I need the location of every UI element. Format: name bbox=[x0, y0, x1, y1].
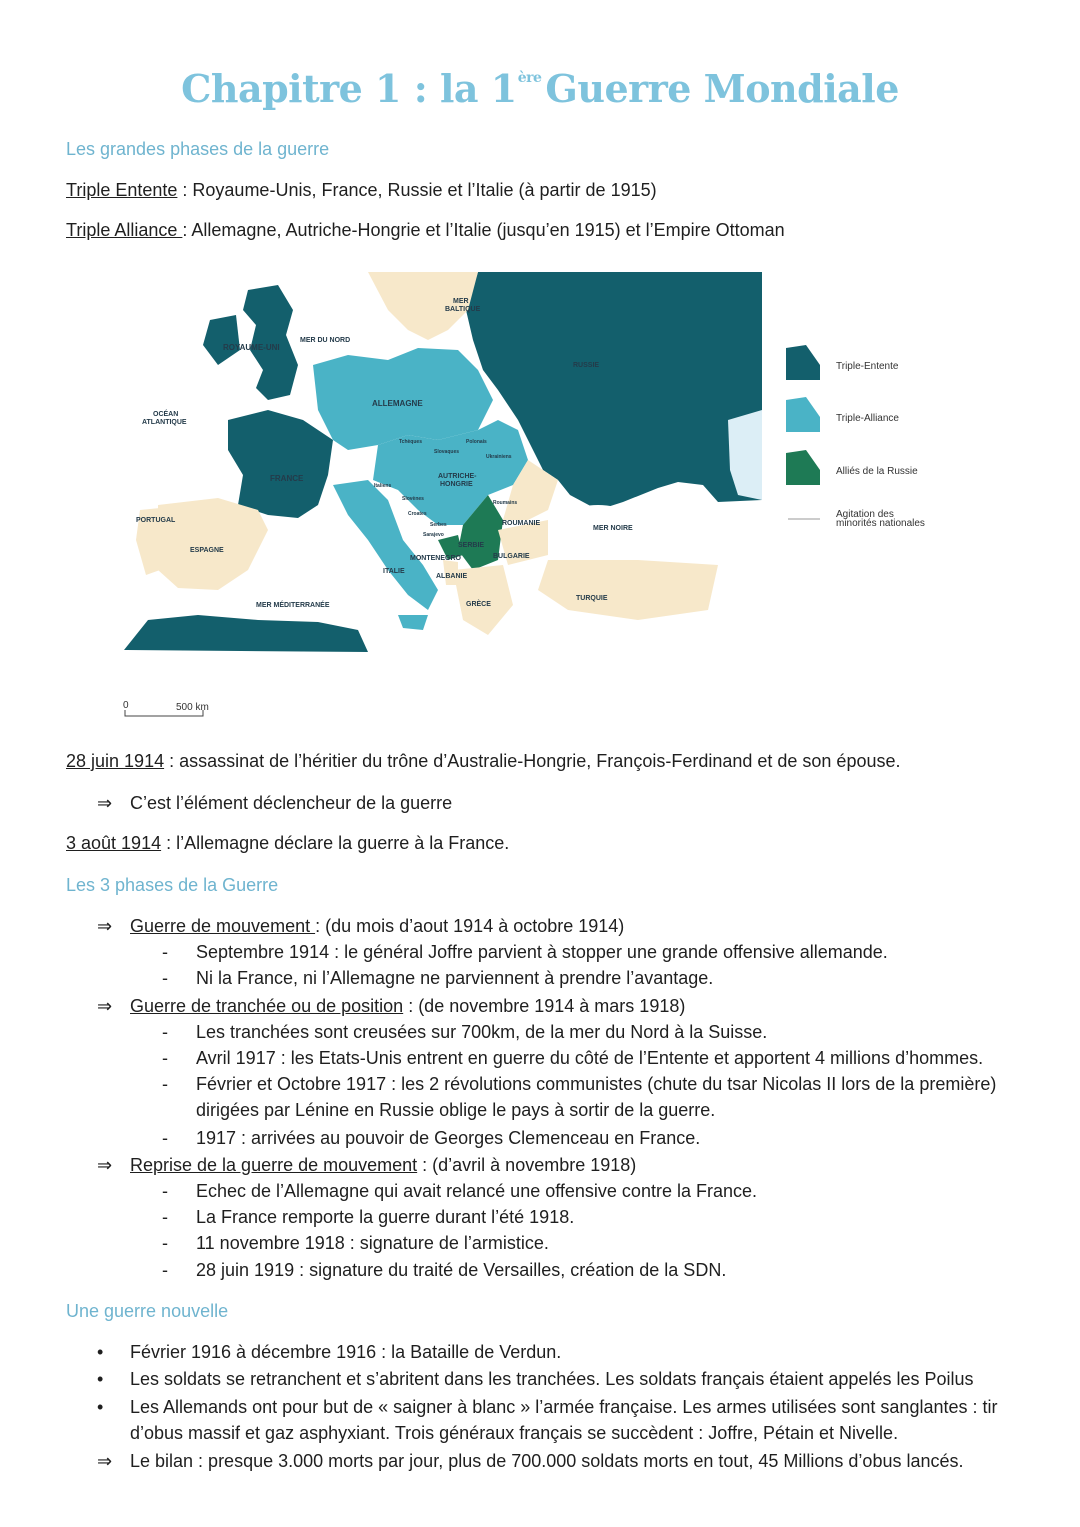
item-text: Avril 1917 : les Etats-Unis entrent en guerre du côté de l’Entente et apportent 4 millions d’hommes. bbox=[196, 1048, 984, 1068]
arrow-icon: ⇒ bbox=[97, 916, 113, 936]
event-2-text: : l’Allemagne déclare la guerre à la France. bbox=[161, 833, 510, 853]
label-allemagne: ALLEMAGNE bbox=[372, 399, 423, 408]
arrow-icon: ⇒ bbox=[97, 793, 113, 813]
legend-alliance: Triple-Alliance bbox=[836, 413, 899, 424]
dash-icon: - bbox=[162, 1233, 168, 1253]
title-main: Chapitre 1 : la 1 bbox=[181, 66, 517, 111]
scale-zero: 0 bbox=[123, 700, 129, 711]
dash-icon: - bbox=[162, 1128, 168, 1148]
label-grece: GRÈCE bbox=[466, 601, 491, 608]
phase-2-item bbox=[162, 1048, 983, 1069]
bullet-icon: • bbox=[97, 1369, 104, 1389]
legend-entente: Triple-Entente bbox=[836, 361, 899, 372]
event-1-line bbox=[66, 751, 901, 772]
phase-1-dates: : (du mois d’aout 1914 à octobre 1914) bbox=[315, 916, 625, 936]
label-turquie: TURQUIE bbox=[576, 595, 608, 602]
label-slovenes: Slovènes bbox=[402, 496, 424, 502]
legend-agitation-1: Agitation des bbox=[836, 509, 894, 520]
label-mer-nord: MER DU NORD bbox=[300, 337, 351, 344]
legend-agitation-2: minorités nationales bbox=[836, 518, 925, 529]
scale-label: 500 km bbox=[176, 702, 209, 713]
legend-swatch-entente bbox=[786, 345, 820, 380]
phase-2-item-continuation: dirigées par Lénine en Russie oblige le pays à sortir de la guerre. bbox=[196, 1100, 716, 1120]
phase-3-name: Reprise de la guerre de mouvement bbox=[130, 1155, 418, 1175]
label-slovaques: Slovaques bbox=[434, 449, 460, 455]
label-montenegro: MONTENEGRO bbox=[410, 555, 461, 562]
event-2-line bbox=[66, 833, 509, 854]
item-text: La France remporte la guerre durant l’été 1918. bbox=[196, 1207, 575, 1227]
phase-1-item bbox=[162, 968, 713, 989]
alliance-label: Triple Alliance bbox=[66, 220, 183, 240]
phase-2-item bbox=[162, 1074, 996, 1095]
item-text: 1917 : arrivées au pouvoir de Georges Clemenceau en France. bbox=[196, 1128, 701, 1148]
phase-2-item bbox=[162, 1022, 767, 1043]
label-roumanie: ROUMANIE bbox=[502, 520, 541, 527]
dash-icon: - bbox=[162, 942, 168, 962]
label-portugal: PORTUGAL bbox=[136, 517, 176, 524]
item-text: 11 novembre 1918 : signature de l’armistice. bbox=[196, 1233, 549, 1253]
label-mer-baltique-1: MER bbox=[453, 298, 469, 305]
arrow-icon: ⇒ bbox=[97, 996, 113, 1016]
legend-swatch-allies bbox=[786, 450, 820, 485]
phase-3-item bbox=[162, 1260, 726, 1281]
bullet-icon: • bbox=[97, 1342, 104, 1362]
title-superscript: ère bbox=[517, 70, 542, 86]
phase-3-title bbox=[97, 1155, 636, 1176]
legend-swatch-alliance bbox=[786, 397, 820, 432]
phase-2-name: Guerre de tranchée ou de position bbox=[130, 996, 404, 1016]
event-1-consequence bbox=[97, 793, 452, 814]
arrow-icon: ⇒ bbox=[97, 1451, 113, 1471]
item-text: Les tranchées sont creusées sur 700km, de la mer du Nord à la Suisse. bbox=[196, 1022, 768, 1042]
page-title bbox=[0, 66, 1080, 111]
bilan-line bbox=[97, 1451, 964, 1472]
phase-1-item bbox=[162, 942, 888, 963]
bullet-item bbox=[97, 1369, 974, 1390]
bullet-item bbox=[97, 1397, 997, 1418]
label-mer-mediterranee: MER MÉDITERRANÉE bbox=[256, 602, 330, 609]
label-italiens: Italiens bbox=[374, 483, 392, 489]
dash-icon: - bbox=[162, 1207, 168, 1227]
dash-icon: - bbox=[162, 1074, 168, 1094]
phase-1-title bbox=[97, 916, 624, 937]
event-1-date: 28 juin 1914 bbox=[66, 751, 165, 771]
label-espagne: ESPAGNE bbox=[190, 547, 224, 554]
dash-icon: - bbox=[162, 1260, 168, 1280]
europe-1914-map bbox=[118, 270, 938, 720]
entente-label: Triple Entente bbox=[66, 180, 178, 200]
label-autriche-2: HONGRIE bbox=[440, 481, 473, 488]
legend-allies: Alliés de la Russie bbox=[836, 466, 918, 477]
item-text: Les Allemands ont pour but de « saigner à blanc » l’armée française. Les armes utilisées sont sanglantes : tir bbox=[130, 1397, 998, 1417]
label-france: FRANCE bbox=[270, 474, 304, 483]
item-text: Les soldats se retranchent et s’abritent dans les tranchées. Les soldats français étaient appelés les Poilus bbox=[130, 1369, 974, 1389]
item-text: Septembre 1914 : le général Joffre parvient à stopper une grande offensive allemande. bbox=[196, 942, 888, 962]
item-text: Ni la France, ni l’Allemagne ne parviennent à prendre l’avantage. bbox=[196, 968, 714, 988]
label-sarajevo: Sarajevo bbox=[423, 532, 444, 538]
label-royaume-uni: ROYAUME-UNI bbox=[223, 343, 280, 352]
alliance-text: : Allemagne, Autriche-Hongrie et l’Italie (jusqu’en 1915) et l’Empire Ottoman bbox=[182, 220, 785, 240]
label-ukrainiens: Ukrainiens bbox=[486, 454, 512, 460]
phase-2-item bbox=[162, 1128, 700, 1149]
event-1-text: : assassinat de l’héritier du trône d’Australie-Hongrie, François-Ferdinand et de son épouse. bbox=[164, 751, 901, 771]
event-2-date: 3 août 1914 bbox=[66, 833, 162, 853]
label-mer-noire: MER NOIRE bbox=[593, 525, 633, 532]
entente-line bbox=[66, 180, 657, 201]
phase-3-item bbox=[162, 1181, 757, 1202]
label-tcheques: Tchèques bbox=[399, 439, 422, 445]
bullet-item-continuation: d’obus massif et gaz asphyxiant. Trois généraux français se succèdent : Joffre, Pétain et Nivelle. bbox=[130, 1423, 899, 1443]
label-roumains: Roumains bbox=[493, 500, 518, 506]
bullet-item bbox=[97, 1342, 561, 1363]
section-heading-phases: Les grandes phases de la guerre bbox=[66, 139, 330, 159]
label-ocean-1: OCÉAN bbox=[153, 411, 179, 418]
label-italie: ITALIE bbox=[383, 568, 405, 575]
item-text: Février 1916 à décembre 1916 : la Bataille de Verdun. bbox=[130, 1342, 562, 1362]
phase-1-name: Guerre de mouvement bbox=[130, 916, 316, 936]
dash-icon: - bbox=[162, 1048, 168, 1068]
label-bulgarie: BULGARIE bbox=[493, 553, 530, 560]
alliance-line bbox=[66, 220, 785, 241]
label-polonais: Polonais bbox=[466, 439, 487, 445]
phase-3-item bbox=[162, 1233, 549, 1254]
title-end: Guerre Mondiale bbox=[545, 66, 899, 111]
label-croates: Croates bbox=[408, 511, 427, 517]
phase-2-title bbox=[97, 996, 685, 1017]
phase-3-dates: : (d’avril à novembre 1918) bbox=[417, 1155, 637, 1175]
label-autriche-1: AUTRICHE- bbox=[438, 473, 477, 480]
label-serbie: SERBIE bbox=[458, 542, 485, 549]
dash-icon: - bbox=[162, 968, 168, 988]
consequence-text: C’est l’élément déclencheur de la guerre bbox=[130, 793, 453, 813]
label-russie: RUSSIE bbox=[573, 362, 600, 369]
bullet-icon: • bbox=[97, 1397, 104, 1417]
label-serbes: Serbes bbox=[430, 522, 447, 528]
item-text: Février et Octobre 1917 : les 2 révolutions communistes (chute du tsar Nicolas II lors de la première) bbox=[196, 1074, 997, 1094]
item-text: 28 juin 1919 : signature du traité de Versailles, création de la SDN. bbox=[196, 1260, 727, 1280]
phase-3-item bbox=[162, 1207, 574, 1228]
label-mer-baltique-2: BALTIQUE bbox=[445, 306, 481, 313]
label-ocean-2: ATLANTIQUE bbox=[142, 419, 187, 426]
item-text: Echec de l’Allemagne qui avait relancé une offensive contre la France. bbox=[196, 1181, 757, 1201]
section-heading-3-phases: Les 3 phases de la Guerre bbox=[66, 875, 279, 895]
phase-2-dates: : (de novembre 1914 à mars 1918) bbox=[403, 996, 686, 1016]
dash-icon: - bbox=[162, 1022, 168, 1042]
label-albanie: ALBANIE bbox=[436, 573, 468, 580]
entente-text: : Royaume-Unis, France, Russie et l’Italie (à partir de 1915) bbox=[177, 180, 657, 200]
bilan-text: Le bilan : presque 3.000 morts par jour, plus de 700.000 soldats morts en tout, 45 Millions d’obus lancés. bbox=[130, 1451, 964, 1471]
arrow-icon: ⇒ bbox=[97, 1155, 113, 1175]
dash-icon: - bbox=[162, 1181, 168, 1201]
section-heading-nouvelle: Une guerre nouvelle bbox=[66, 1301, 229, 1321]
